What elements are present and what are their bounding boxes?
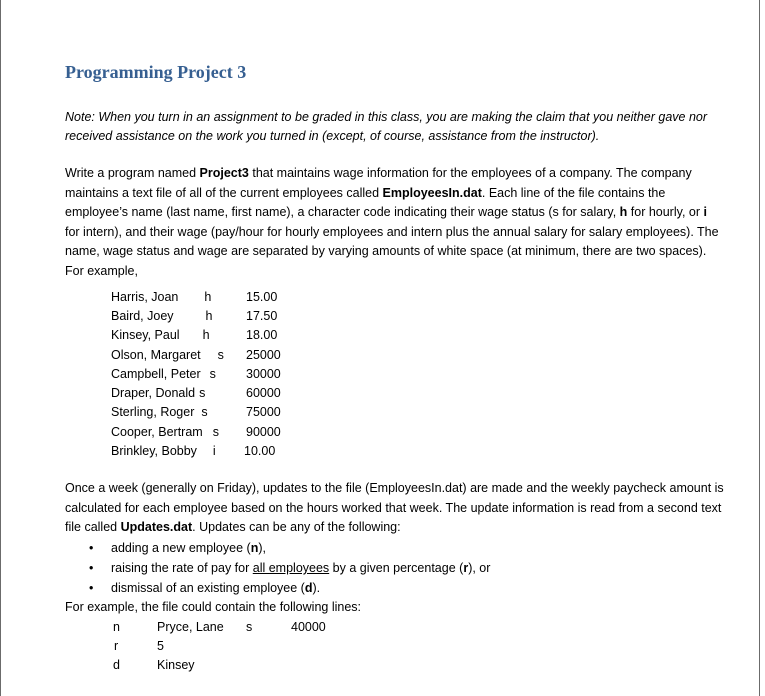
employee-row	[111, 346, 224, 365]
para1-text-2: that maintains wage information for the employees of a company. The company maintains a text file of all of the current employees called	[65, 166, 692, 200]
employee-row	[111, 442, 216, 461]
employee-row	[111, 365, 216, 384]
bullet-code: d	[304, 581, 313, 595]
update-types-list	[89, 538, 490, 598]
list-item	[89, 578, 490, 598]
bullet-text: ),	[258, 541, 266, 555]
employee-row	[111, 326, 210, 345]
updates-paragraph	[65, 479, 725, 538]
bullet-code: r	[463, 561, 469, 575]
input-file-name: EmployeesIn.dat	[382, 185, 482, 200]
employee-row	[111, 307, 212, 326]
for-example-line: For example, the file could contain the following lines:	[65, 600, 361, 614]
employee-row	[111, 288, 211, 307]
update-code: r	[114, 639, 119, 653]
employee-wage: 90000	[246, 425, 281, 439]
employee-wage: 75000	[246, 405, 281, 419]
employee-wage: 17.50	[246, 309, 278, 323]
employee-name: Draper, Donald	[111, 386, 196, 400]
para1-text-4: for hourly, or	[627, 205, 704, 219]
bullet-text: by a given percentage (	[329, 561, 464, 575]
employee-code: s	[217, 348, 224, 362]
employee-row	[111, 423, 219, 442]
update-arg: Kinsey	[157, 658, 195, 672]
employee-code: h	[202, 328, 210, 342]
bullet-icon: •	[89, 561, 94, 575]
bullet-text: ), or	[468, 561, 491, 575]
para2-text-2: . Updates can be any of the following:	[192, 520, 401, 534]
employee-code: s	[209, 367, 216, 381]
update-status: s	[246, 620, 253, 634]
employee-name: Campbell, Peter	[111, 367, 201, 381]
para2-text-1: Once a week (generally on Friday), updates to the file (EmployeesIn.dat) are made and the weekly paycheck amount is calculated for each employee based on the hours worked that week. The update information is read from a second text file called	[65, 481, 724, 534]
employee-wage: 15.00	[246, 290, 278, 304]
bullet-text: raising the rate of pay for	[111, 561, 253, 575]
employee-code: h	[205, 309, 213, 323]
para1-text-1: Write a program named	[65, 166, 200, 180]
update-wage: 40000	[291, 620, 326, 634]
bullet-text: dismissal of an existing employee (	[111, 581, 305, 595]
employee-wage: 18.00	[246, 328, 278, 342]
description-paragraph	[65, 164, 725, 281]
bullet-text: adding a new employee (	[111, 541, 251, 555]
employee-code: s	[201, 405, 208, 419]
project-name: Project3	[199, 166, 249, 180]
para1-text-3: . Each line of the file contains the employee’s name (last name, first name), a character code indicating their wage status (s for salary,	[65, 185, 666, 219]
honor-note: Note: When you turn in an assignment to be graded in this class, you are making the claim that you neither gave nor received assistance on the work you turned in (except, of course, assistance from the instructor).	[65, 110, 708, 143]
update-code: d	[113, 658, 120, 672]
intern-code: i	[703, 205, 707, 219]
employee-wage: 30000	[246, 367, 281, 381]
employee-wage: 10.00	[244, 444, 276, 458]
list-item	[89, 538, 490, 558]
employee-code: s	[199, 386, 206, 400]
employee-name: Harris, Joan	[111, 290, 179, 304]
list-item	[89, 558, 490, 578]
employee-row	[111, 384, 205, 403]
page-title: Programming Project 3	[65, 62, 247, 82]
employee-code: i	[212, 444, 216, 458]
employee-code: h	[204, 290, 212, 304]
employee-name: Kinsey, Paul	[111, 328, 180, 342]
employee-name: Cooper, Bertram	[111, 425, 203, 439]
employee-name: Sterling, Roger	[111, 405, 195, 419]
bullet-text: ).	[312, 581, 321, 595]
employee-name: Olson, Margaret	[111, 348, 201, 362]
employee-row	[111, 403, 208, 422]
bullet-icon: •	[89, 581, 94, 595]
bullet-code: n	[250, 541, 259, 555]
employee-wage: 60000	[246, 386, 281, 400]
employee-name: Baird, Joey	[111, 309, 174, 323]
employee-name: Brinkley, Bobby	[111, 444, 197, 458]
updates-file-name: Updates.dat	[120, 520, 193, 534]
bullet-icon: •	[89, 541, 94, 555]
update-code: n	[113, 620, 120, 634]
para1-text-5: for intern), and their wage (pay/hour for hourly employees and intern plus the annual salary for salary employees). The name, wage status and wage are separated by varying amounts of white space (at minimum, there are two spaces). For example,	[65, 224, 719, 278]
hourly-code: h	[619, 205, 628, 219]
update-arg: 5	[157, 639, 164, 653]
employee-wage: 25000	[246, 348, 281, 362]
employee-code: s	[212, 425, 219, 439]
bullet-underlined-text: all employees	[252, 561, 330, 575]
update-arg: Pryce, Lane	[157, 620, 224, 634]
